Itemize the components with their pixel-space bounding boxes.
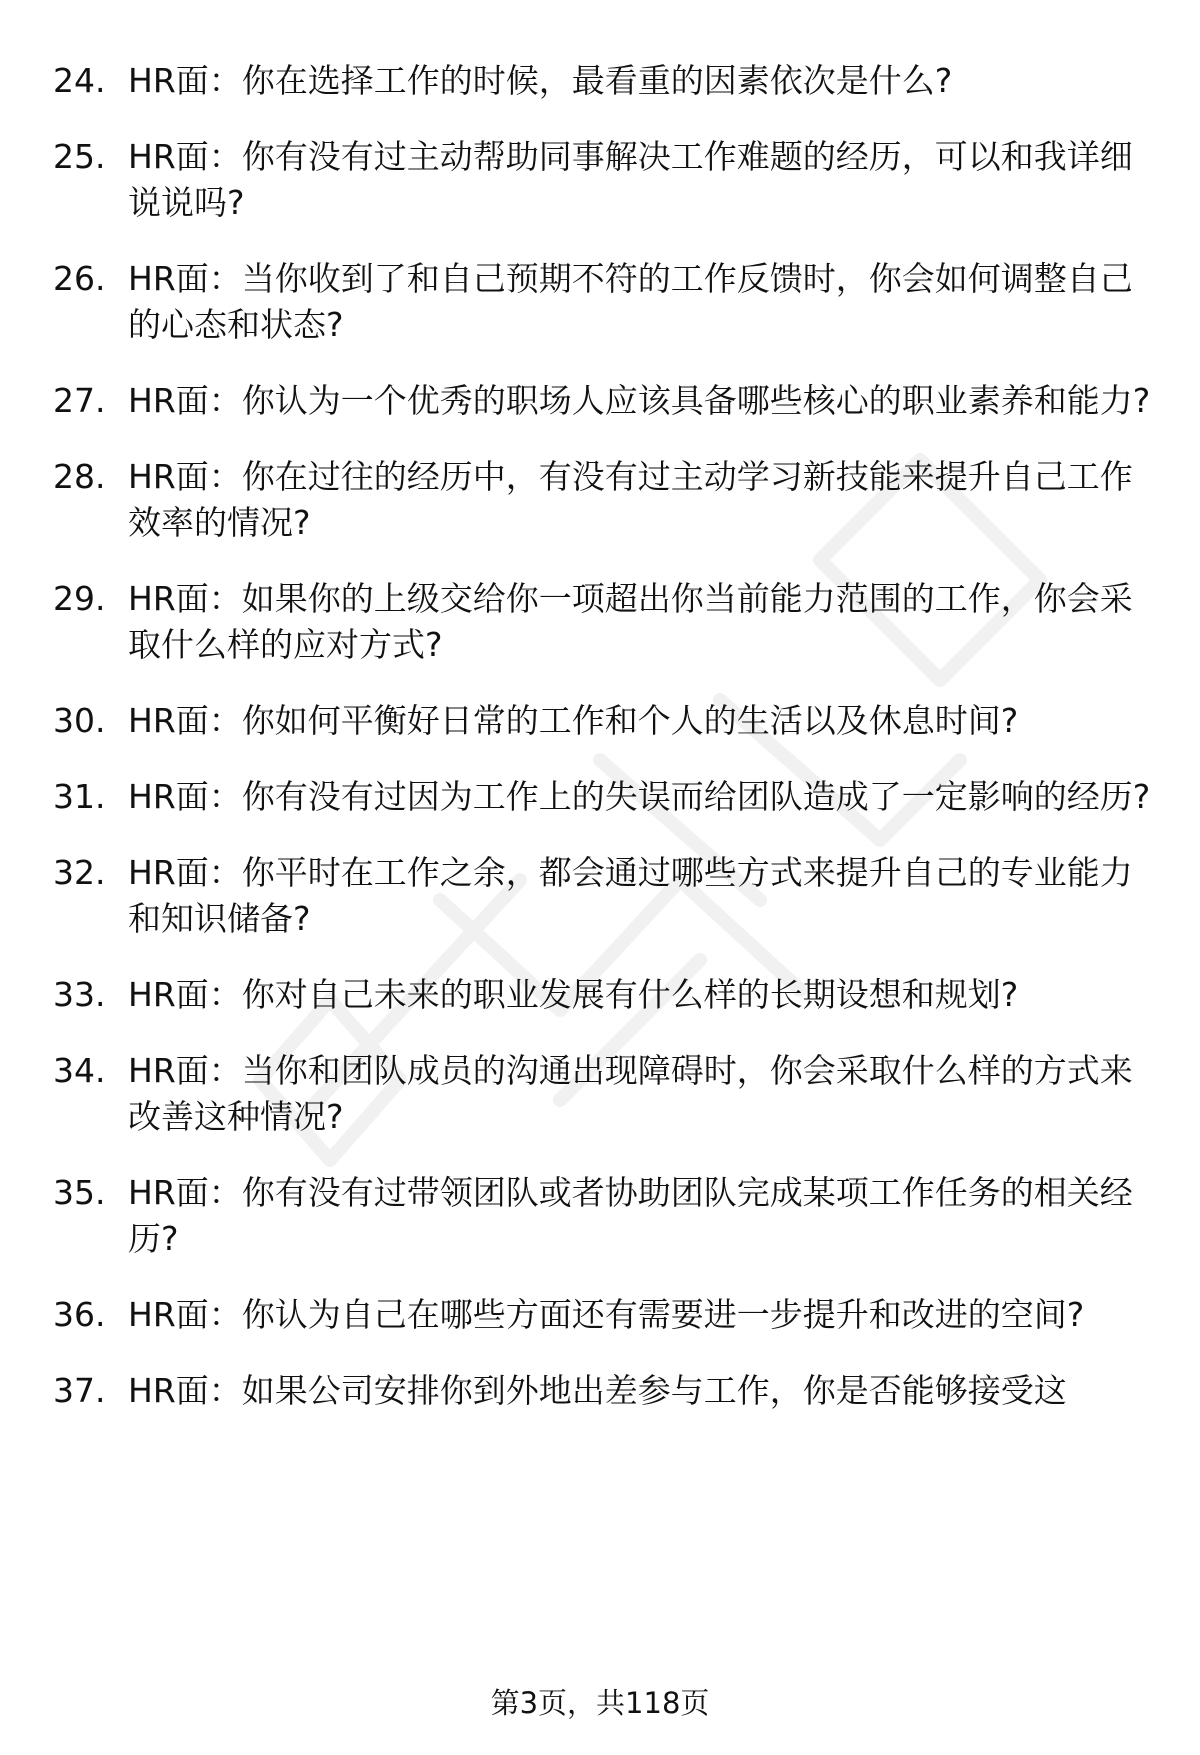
question-text: HR面：你认为自己在哪些方面还有需要进一步提升和改进的空间? bbox=[128, 1295, 1085, 1334]
question-number: 34. bbox=[53, 1051, 106, 1090]
question-text: HR面：你有没有过带领团队或者协助团队完成某项工作任务的相关经历? bbox=[128, 1173, 1133, 1258]
page-footer: 第3页，共118页 bbox=[490, 1686, 710, 1720]
question-text: HR面：当你和团队成员的沟通出现障碍时，你会采取什么样的方式来改善这种情况? bbox=[128, 1051, 1133, 1136]
question-text: HR面：你平时在工作之余，都会通过哪些方式来提升自己的专业能力和知识储备? bbox=[128, 853, 1133, 938]
question-text: HR面：如果公司安排你到外地出差参与工作，你是否能够接受这 bbox=[128, 1371, 1067, 1410]
question-text: HR面：你如何平衡好日常的工作和个人的生活以及休息时间? bbox=[128, 701, 1019, 740]
question-number: 37. bbox=[53, 1371, 106, 1410]
question-number: 35. bbox=[53, 1173, 106, 1212]
question-item bbox=[0, 256, 1200, 348]
question-number: 33. bbox=[53, 975, 106, 1014]
question-item bbox=[0, 850, 1200, 942]
question-number: 32. bbox=[53, 853, 106, 892]
question-number: 25. bbox=[53, 137, 106, 176]
question-item bbox=[0, 1368, 1200, 1414]
question-number: 26. bbox=[53, 259, 106, 298]
question-text: HR面：你对自己未来的职业发展有什么样的长期设想和规划? bbox=[128, 975, 1019, 1014]
question-text: HR面：你在过往的经历中，有没有过主动学习新技能来提升自己工作效率的情况? bbox=[128, 457, 1133, 542]
question-text: HR面：你有没有过因为工作上的失误而给团队造成了一定影响的经历? bbox=[128, 777, 1151, 816]
question-number: 29. bbox=[53, 579, 106, 618]
question-text: HR面：你认为一个优秀的职场人应该具备哪些核心的职业素养和能力? bbox=[128, 381, 1151, 420]
question-number: 28. bbox=[53, 457, 106, 496]
question-text: HR面：你在选择工作的时候，最看重的因素依次是什么? bbox=[128, 61, 953, 100]
question-list bbox=[0, 58, 1200, 1444]
question-item bbox=[0, 378, 1200, 424]
question-text: HR面：当你收到了和自己预期不符的工作反馈时，你会如何调整自己的心态和状态? bbox=[128, 259, 1133, 344]
question-item bbox=[0, 972, 1200, 1018]
question-item bbox=[0, 774, 1200, 820]
question-item bbox=[0, 1170, 1200, 1262]
question-text: HR面：你有没有过主动帮助同事解决工作难题的经历，可以和我详细说说吗? bbox=[128, 137, 1133, 222]
question-number: 27. bbox=[53, 381, 106, 420]
question-number: 36. bbox=[53, 1295, 106, 1334]
question-number: 24. bbox=[53, 61, 106, 100]
question-item bbox=[0, 576, 1200, 668]
question-number: 30. bbox=[53, 701, 106, 740]
question-item bbox=[0, 1292, 1200, 1338]
question-item bbox=[0, 454, 1200, 546]
question-item bbox=[0, 58, 1200, 104]
question-item bbox=[0, 134, 1200, 226]
question-item bbox=[0, 1048, 1200, 1140]
question-text: HR面：如果你的上级交给你一项超出你当前能力范围的工作，你会采取什么样的应对方式? bbox=[128, 579, 1133, 664]
question-number: 31. bbox=[53, 777, 106, 816]
question-item bbox=[0, 698, 1200, 744]
